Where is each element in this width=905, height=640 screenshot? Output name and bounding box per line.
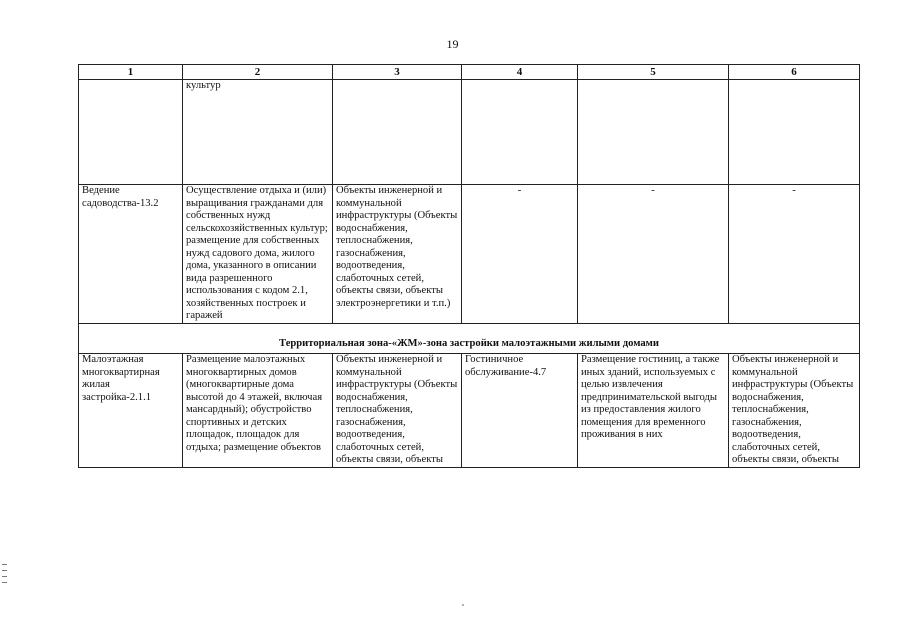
- table-cell: -: [578, 185, 729, 324]
- table-row: [79, 80, 860, 185]
- table-header-row: [79, 65, 860, 80]
- scan-mark: [2, 576, 7, 577]
- table-cell: -: [729, 185, 860, 324]
- zone-title-row: [79, 323, 860, 354]
- column-header: 5: [578, 65, 729, 80]
- table-cell: Объекты инженерной и коммунальной инфраструктуры (Объекты водоснабжения, теплоснабжения, газоснабжения, водоотведения, слаботочных сетей, объекты связи, объекты: [333, 354, 462, 468]
- column-header: 3: [333, 65, 462, 80]
- table-row: [79, 354, 860, 468]
- table-cell: Объекты инженерной и коммунальной инфраструктуры (Объекты водоснабжения, теплоснабжения, газоснабжения, водоотведения, слаботочных сетей, объекты связи, объекты: [729, 354, 860, 468]
- column-header: 4: [462, 65, 578, 80]
- table-cell: [578, 80, 729, 185]
- scan-dot: [462, 604, 464, 606]
- table-cell: -: [462, 185, 578, 324]
- table-cell: Ведение садоводства-13.2: [79, 185, 183, 324]
- table-cell: Размещение гостиниц, а также иных зданий, используемых с целью извлечения предпринимательской выгоды из предоставления жилого помещения для временного проживания в них: [578, 354, 729, 468]
- table-cell: Осуществление отдыха и (или) выращивания гражданами для собственных нужд сельскохозяйственных культур; размещение для собственных нужд садового дома, жилого дома, указанного в описании вида разрешенного использования с кодом 2.1, хозяйственных построек и гаражей: [183, 185, 333, 324]
- regulations-table: [78, 64, 860, 468]
- page-number: 19: [446, 37, 459, 51]
- scan-mark: [2, 570, 7, 571]
- column-header: 6: [729, 65, 860, 80]
- table-cell: Размещение малоэтажных многоквартирных домов (многоквартирные дома высотой до 4 этажей, включая мансардный); обустройство спортивных и детских площадок, площадок для отдыха; размещение объектов: [183, 354, 333, 468]
- zone-title: Территориальная зона-«ЖМ»-зона застройки малоэтажными жилыми домами: [79, 323, 860, 354]
- table-row: [79, 185, 860, 324]
- column-header: 2: [183, 65, 333, 80]
- table-cell: Гостиничное обслуживание-4.7: [462, 354, 578, 468]
- table-cell: [462, 80, 578, 185]
- table-cell: [729, 80, 860, 185]
- table-cell: культур: [183, 80, 333, 185]
- table-cell: Малоэтажная многоквартирная жилая застройка-2.1.1: [79, 354, 183, 468]
- scan-mark: [2, 564, 7, 565]
- scan-mark: [2, 582, 7, 583]
- table-cell: Объекты инженерной и коммунальной инфраструктуры (Объекты водоснабжения, теплоснабжения, газоснабжения, водоотведения, слаботочных сетей, объекты связи, объекты электроэнергетики и т.п.): [333, 185, 462, 324]
- column-header: 1: [79, 65, 183, 80]
- table-cell: [79, 80, 183, 185]
- table-cell: [333, 80, 462, 185]
